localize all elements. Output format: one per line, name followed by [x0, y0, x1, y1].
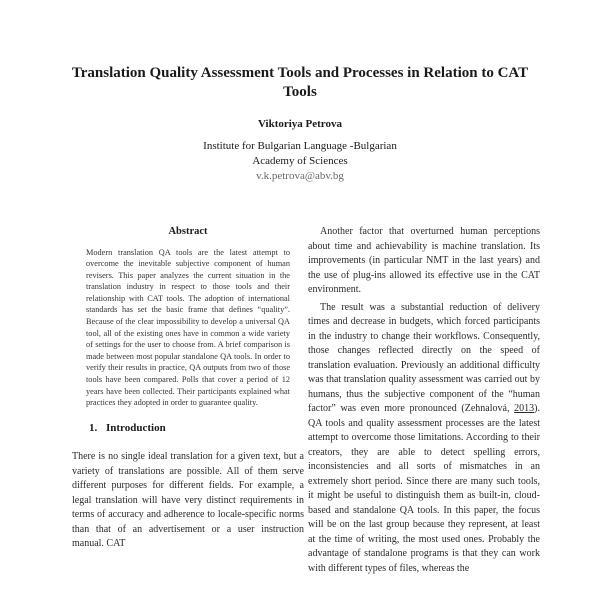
section-heading-introduction — [89, 421, 304, 436]
body-paragraph-2 — [308, 301, 540, 577]
paragraph-text-after-citation: ). QA tools and quality assessment processes are the latest attempt to overcome those limitations. According to their creators, they are able to detect spelling errors, inconsistencies and all sorts of mismatches in an extremely short period. Since there are many such tools, it might be useful to distinguish them as built-in, cloud-based and standalone QA tools. In this paper, the focus will be on the last group because they represent, at least at the time of writing, the most used ones. Probably the advantage of standalone programs is that they can work with different types of files, whereas the — [308, 403, 540, 574]
section-number: 1. — [89, 421, 98, 434]
abstract-text: Modern translation QA tools are the latest attempt to overcome the inevitable subjective component of human revisers. This paper analyzes the current situation in the translation industry in respect to those tools and their relationship with CAT tools. The adoption of international standards has set the basic frame that defines “quality”. Because of the clear impossibility to develop a universal QA tool, all of the existing ones have in common a wide variety of settings for the user to choose from. A brief comparison is made between most popular standalone QA tools. In order to verify their results in practice, QA outputs from two of those tools have been compared. Polls that cover a period of 12 years have been collected. Their participants explained what practices they adopted in order to guarantee quality. — [86, 247, 290, 408]
right-column — [308, 225, 540, 579]
affiliation-line-2: Academy of Sciences — [252, 155, 348, 167]
section-title: Introduction — [106, 421, 166, 434]
paragraph-text-before-citation: The result was a substantial reduction of delivery times and decrease in budgets, which forced participants in the industry to change their workflows. Consequently, those changes reflected directly on the speed of translation evaluation. Previously an additional difficulty was that translation quality assessment was carried out by humans, thus the subjective component of the “human factor” was even more pronounced (Zehnalová, — [308, 301, 540, 414]
author-email[interactable]: v.k.petrova@abv.bg — [256, 170, 344, 182]
body-paragraph-1: Another factor that overturned human perceptions about time and achievability is machine translation. Its improvements (in particular NMT in the last years) and the use of plug-ins allowed its effective use in the CAT environment. — [308, 226, 540, 295]
author-name: Viktoriya Petrova — [257, 118, 342, 130]
left-column — [72, 225, 304, 555]
affiliation-line-1: Institute for Bulgarian Language -Bulgarian — [203, 140, 397, 152]
paper-title: Translation Quality Assessment Tools and Processes in Relation to CAT Tools — [71, 65, 529, 100]
citation-link[interactable]: 2013 — [514, 403, 535, 414]
introduction-paragraph: There is no single ideal translation for a given text, but a variety of translations are possible. All of them serve different purposes for different fields. For example, a legal translation will have very distinct requirements in terms of accuracy and adherence to locale-specific norms than that of an advertisement or a user instruction manual. CAT — [72, 451, 304, 550]
author-affiliation — [200, 139, 400, 184]
abstract-heading: Abstract — [168, 226, 208, 237]
